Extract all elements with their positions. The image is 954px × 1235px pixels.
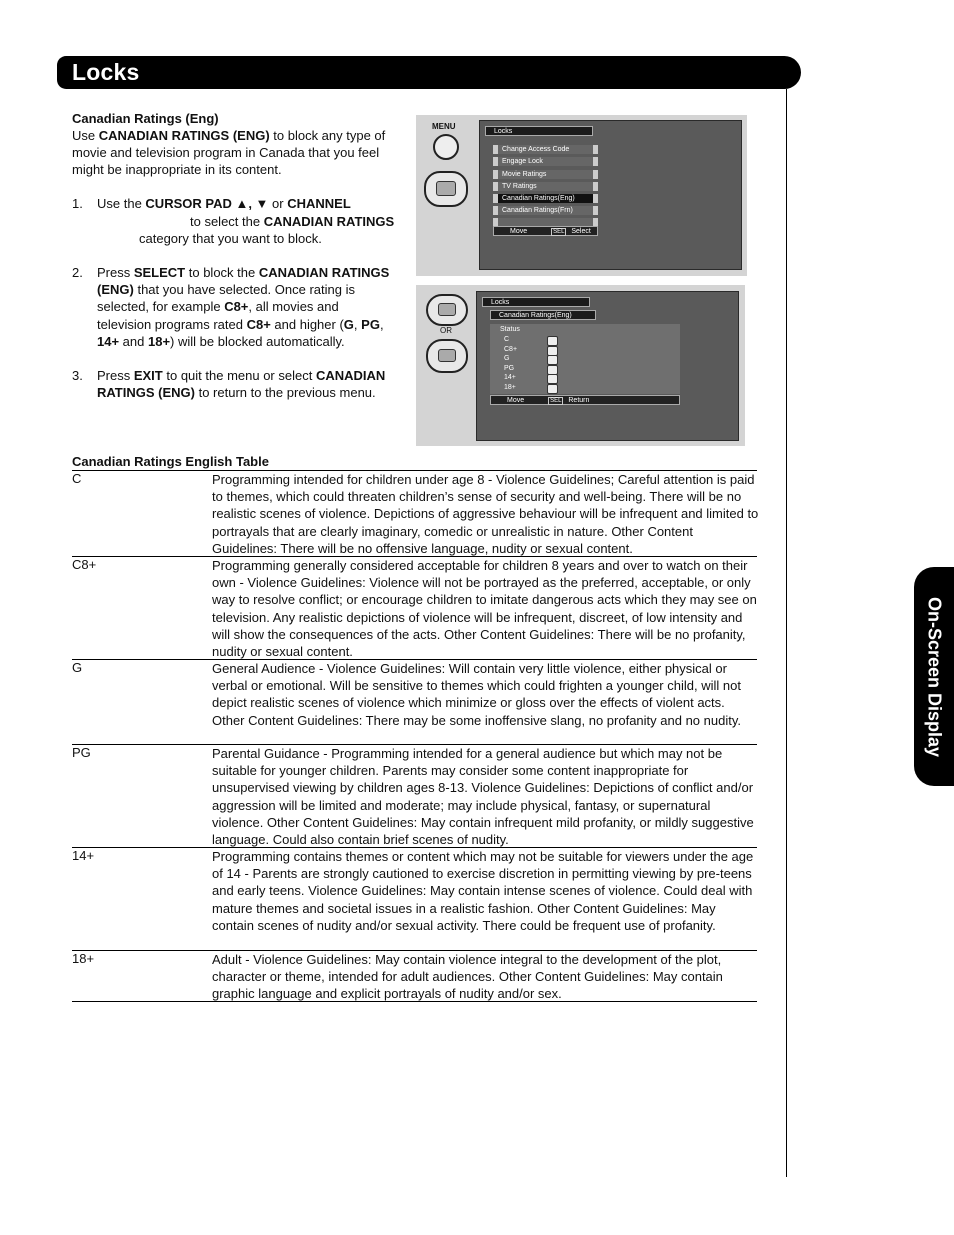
select-label: Select bbox=[571, 228, 591, 235]
or-label: OR bbox=[440, 326, 452, 335]
lock-icon[interactable] bbox=[547, 336, 558, 346]
lock-icon[interactable] bbox=[547, 384, 558, 394]
step-1-line1: Use the CURSOR PAD ▲, ▼ or CHANNEL bbox=[97, 196, 351, 211]
return-label: Return bbox=[568, 397, 590, 404]
rating-label: C8+ bbox=[504, 345, 518, 353]
menu-item[interactable]: Engage Lock bbox=[493, 157, 598, 166]
rating-description: Programming intended for children under age 8 - Violence Guidelines; Careful attention is paid to themes, which could threaten children’s sense of security and well-being. There will be no realistic scenes of violence. Depictions of aggressive behaviour will be infrequent and limited to portrayals that are clearly imaginary, comedic or unrealistic in nature. Other Content Guidelines: There will be no offensive language, nudity or sexual content. bbox=[212, 472, 759, 556]
menu-title: Locks bbox=[485, 126, 593, 136]
side-tab bbox=[914, 567, 954, 786]
header-bar bbox=[57, 56, 801, 89]
move-label: Move bbox=[510, 228, 528, 235]
tv-screen-2 bbox=[476, 291, 739, 441]
section-title: Canadian Ratings (Eng) bbox=[72, 111, 219, 126]
cursor-pad-bottom[interactable] bbox=[426, 339, 468, 373]
lock-icon[interactable] bbox=[547, 355, 558, 365]
menu-item[interactable]: Change Access Code bbox=[493, 145, 598, 154]
sel-badge: SEL bbox=[553, 229, 565, 235]
step-2-number: 2. bbox=[72, 265, 83, 280]
cursor-pad-top[interactable] bbox=[426, 294, 468, 326]
page-title: Locks bbox=[72, 59, 140, 85]
rating-code: C bbox=[72, 471, 82, 486]
rating-code: 18+ bbox=[72, 951, 95, 966]
sel-badge: SEL bbox=[550, 398, 562, 404]
step-1-line2: to select the CANADIAN RATINGS bbox=[190, 214, 395, 229]
menu-item[interactable]: Movie Ratings bbox=[493, 170, 598, 179]
menu-title: Locks bbox=[482, 297, 590, 307]
table-title: Canadian Ratings English Table bbox=[72, 454, 269, 469]
rating-description: Adult - Violence Guidelines: May contain violence integral to the development of the plot, character or theme, intended for adult audiences. Other Content Guidelines: May contain graphic language and explicit portrayals of nudity and/or sex. bbox=[212, 952, 723, 1002]
rating-code: C8+ bbox=[72, 557, 97, 572]
step-3-number: 3. bbox=[72, 368, 83, 383]
step-1-number: 1. bbox=[72, 196, 83, 211]
intro-paragraph: Use CANADIAN RATINGS (ENG) to block any type of movie and television program in Canada that you feel might be inappropriate in its content. bbox=[72, 128, 386, 177]
step-2-line1: Press SELECT to block the CANADIAN RATINGS bbox=[97, 265, 390, 280]
menu-button-label: MENU bbox=[432, 122, 456, 131]
step-2-line5: 14+ and 18+) will be blocked automatically. bbox=[97, 334, 345, 349]
rating-code: 14+ bbox=[72, 848, 95, 863]
step-2-line4: television programs rated C8+ and higher (G, PG, bbox=[97, 317, 384, 332]
table-rule bbox=[72, 1001, 757, 1002]
lock-icon[interactable] bbox=[547, 365, 558, 375]
tv-screen-1 bbox=[479, 120, 742, 270]
rating-description: Parental Guidance - Programming intended for a general audience but which may not be suitable for younger children. Parents may consider some content inappropriate for unsupervised viewing by children ages 8-13. Violence Guidelines: Depictions of conflict and/or aggression will be limited and moderate; may include physical, fantasy, or supernatural violence. Other Content Guidelines: May contain infrequent mild profanity, or mildly suggestive language. Could also contain brief scenes of nudity. bbox=[212, 746, 754, 848]
select-button-top[interactable] bbox=[438, 303, 456, 316]
rating-label: 14+ bbox=[504, 374, 516, 381]
select-button[interactable] bbox=[436, 181, 456, 196]
rating-label: G bbox=[504, 355, 510, 362]
lock-icon[interactable] bbox=[547, 346, 558, 356]
step-1-line3: category that you want to block. bbox=[139, 231, 322, 246]
screen-illustration-2 bbox=[416, 285, 745, 446]
menu-footer bbox=[490, 395, 680, 405]
rating-description: Programming generally considered acceptable for children 8 years and over to watch on their own - Violence Guidelines: Violence will not be portrayed as the preferred, acceptable, or only way to resolve conflict; or encourage children to imitate dangerous acts which they may see on television. Any realistic depictions of violence will be infrequent, discreet, of low intensity and will show the consequences of the acts. Other Content Guidelines: There will be no profanity, nudity or sexual content. bbox=[212, 558, 757, 660]
submenu-title: Canadian Ratings(Eng) bbox=[490, 310, 596, 320]
menu-item[interactable]: TV Ratings bbox=[493, 182, 598, 191]
vertical-divider bbox=[786, 89, 787, 1177]
cursor-pad[interactable] bbox=[424, 171, 468, 207]
step-2-line2: (ENG) that you have selected. Once rating is bbox=[97, 282, 355, 297]
status-label: Status bbox=[500, 326, 520, 333]
menu-footer bbox=[493, 226, 598, 236]
rating-label: PG bbox=[504, 364, 515, 372]
step-2-line3: selected, for example C8+, all movies and bbox=[97, 299, 339, 314]
rating-code: G bbox=[72, 660, 83, 675]
rating-description: Programming contains themes or content which may not be suitable for viewers under the age of 14 - Parents are strongly cautioned to exercise discretion in permitting viewing by pre-teens and early teens. Violence Guidelines: May contain intense scenes of violence. Could deal with mature themes and societal issues in a realistic fashion. Other Content Guidelines: May contain scenes of nudity and/or sexual activity. There could be frequent use of profanity. bbox=[212, 849, 754, 933]
rating-description: General Audience - Violence Guidelines: Will contain very little violence, either physical or verbal or emotional. Will be sensitive to themes which could frighten a younger child, will not depict realistic scenes of violence which minimize or gloss over the effects of violent acts. Other Content Guidelines: There may be some inoffensive slang, no profanity and no nudity. bbox=[212, 661, 741, 728]
menu-item[interactable]: Canadian Ratings(Frn) bbox=[493, 206, 598, 215]
side-tab-label: On-Screen Display bbox=[924, 596, 945, 757]
rating-label: 18+ bbox=[504, 383, 516, 391]
select-button-bottom[interactable] bbox=[438, 349, 456, 362]
screen-illustration-1 bbox=[416, 115, 747, 276]
rating-code: PG bbox=[72, 745, 91, 760]
step-3-line1: Press EXIT to quit the menu or select CANADIAN bbox=[97, 368, 386, 383]
move-label: Move bbox=[507, 397, 525, 404]
status-panel bbox=[490, 324, 680, 394]
menu-item[interactable]: Canadian Ratings(Eng) bbox=[493, 194, 598, 203]
lock-icon[interactable] bbox=[547, 374, 558, 384]
menu-button[interactable] bbox=[433, 134, 459, 160]
step-3-line2: RATINGS (ENG) to return to the previous menu. bbox=[97, 385, 376, 400]
rating-label: C bbox=[504, 336, 510, 343]
